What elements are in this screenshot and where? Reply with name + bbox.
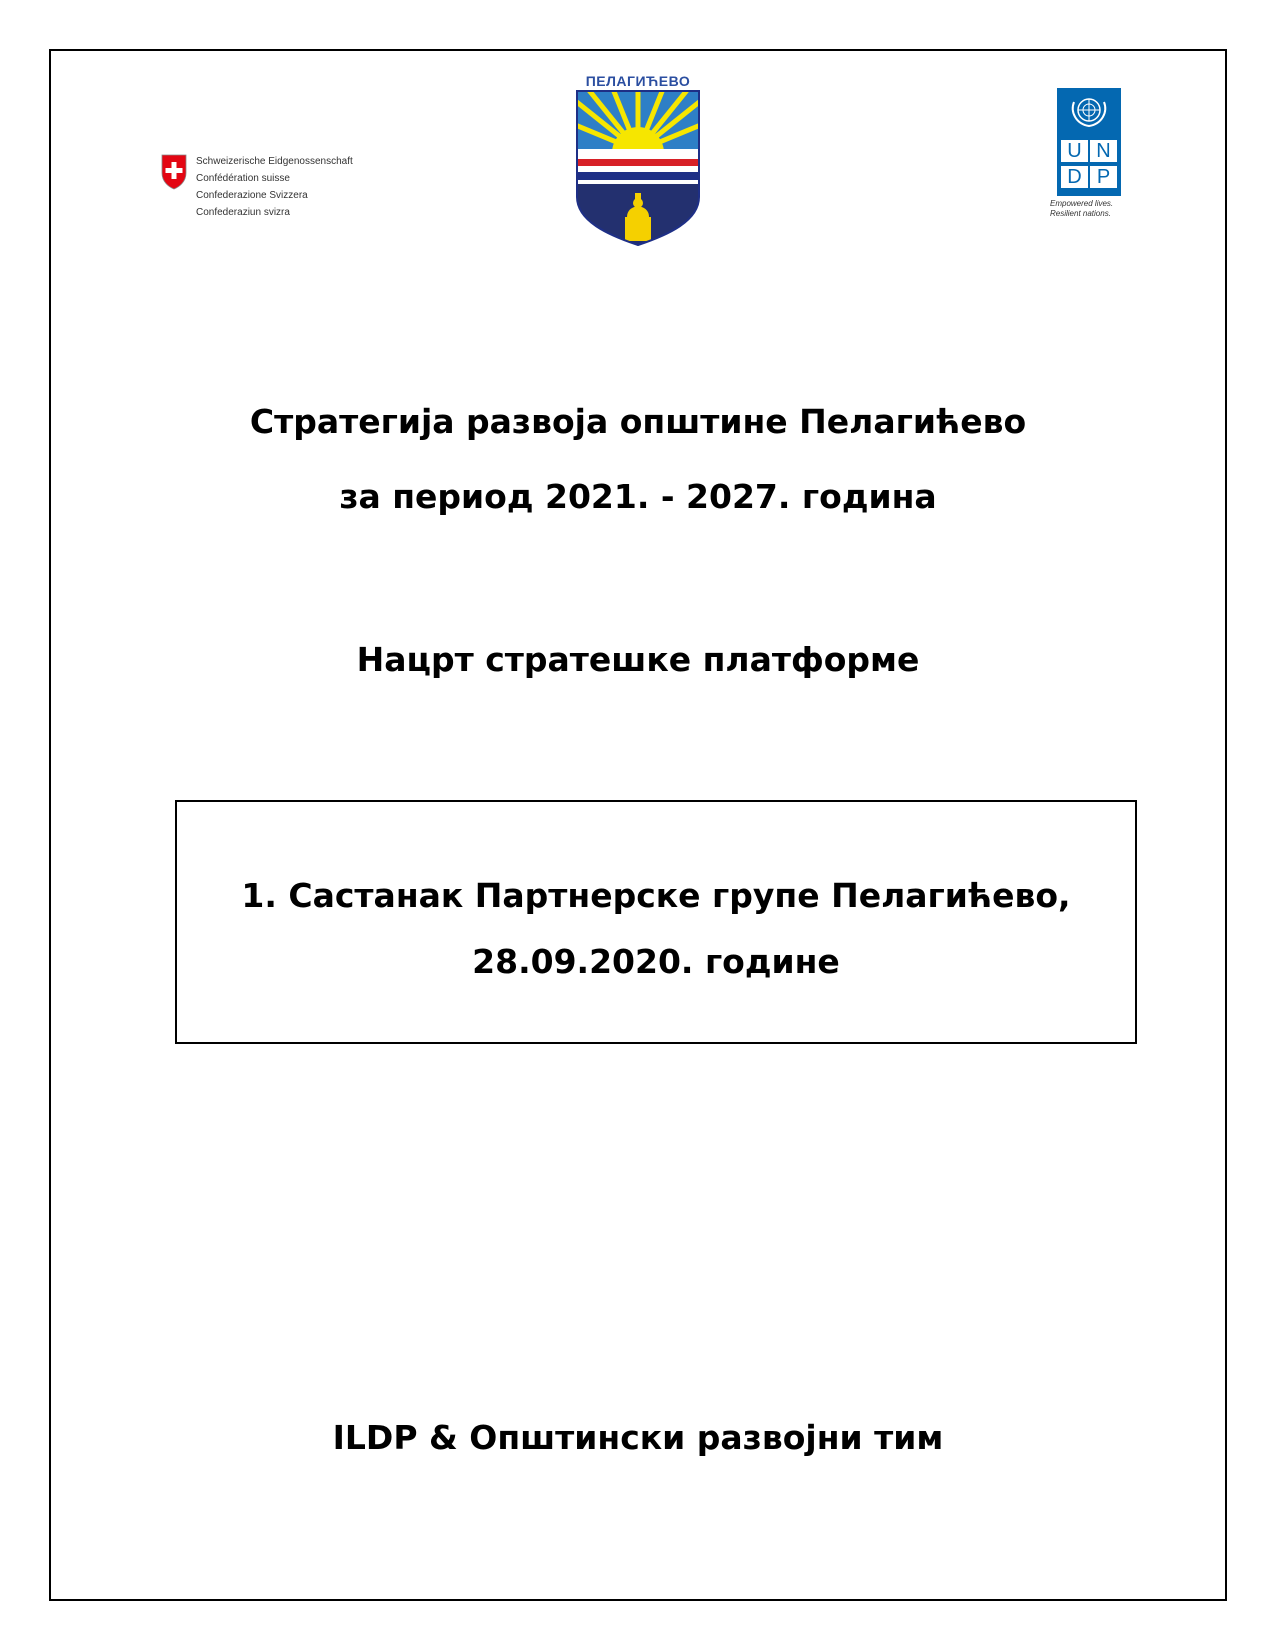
- swiss-line-italian: Confederazione Svizzera: [196, 190, 308, 201]
- undp-logo: [1050, 88, 1140, 223]
- document-authors: ILDP & Општински развојни тим: [332, 1418, 944, 1457]
- swiss-flag-icon: [160, 153, 188, 191]
- meeting-title: 1. Састанак Партнерске групе Пелагићево,: [241, 876, 1071, 915]
- document-title-line-2: за период 2021. - 2027. година: [339, 477, 937, 516]
- document-subtitle: Нацрт стратешке платформе: [356, 640, 920, 679]
- municipality-name: ПЕЛАГИЋЕВО: [585, 73, 691, 89]
- municipality-coat-of-arms: [573, 73, 703, 248]
- undp-tagline-line-2: Resilient nations.: [1050, 209, 1111, 218]
- swiss-confederation-logo: [160, 153, 360, 223]
- meeting-info-box: [175, 800, 1137, 1044]
- document-title-line-1: Стратегија развоја општине Пелагићево: [249, 402, 1027, 441]
- undp-letter-u: U: [1061, 140, 1088, 162]
- swiss-logo-text: [196, 153, 353, 221]
- undp-tagline: [1050, 199, 1140, 219]
- swiss-line-german: Schweizerische Eidgenossenschaft: [196, 156, 353, 167]
- undp-letter-p: P: [1090, 166, 1117, 188]
- undp-tagline-line-1: Empowered lives.: [1050, 199, 1114, 208]
- undp-letter-d: D: [1061, 166, 1088, 188]
- coat-of-arms-shield-icon: [573, 89, 703, 247]
- un-emblem-icon: [1068, 92, 1110, 130]
- undp-letter-n: N: [1090, 140, 1117, 162]
- swiss-line-french: Confédération suisse: [196, 173, 290, 184]
- meeting-date: 28.09.2020. године: [472, 942, 840, 981]
- undp-blue-box: [1057, 88, 1121, 196]
- swiss-line-romansh: Confederaziun svizra: [196, 207, 290, 218]
